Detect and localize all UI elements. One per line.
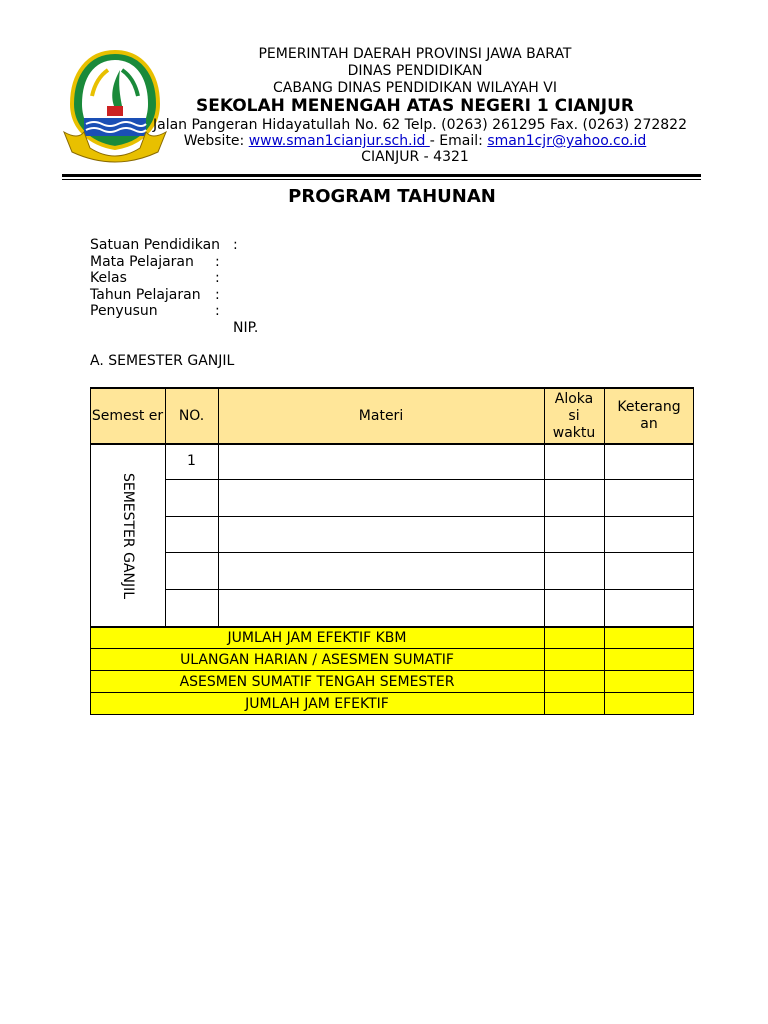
summary-value-cells xyxy=(544,627,694,715)
summary-row-label: JUMLAH JAM EFEKTIF KBM xyxy=(90,627,544,649)
summary-row-label: ULANGAN HARIAN / ASESMEN SUMATIF xyxy=(90,649,544,671)
identity-label: Kelas xyxy=(90,270,127,287)
email-label: - Email: xyxy=(429,133,488,149)
school-address: Jalan Pangeran Hidayatullah No. 62 Telp. (0263) 261295 Fax. (0263) 272822 xyxy=(152,117,687,133)
identity-label: Tahun Pelajaran xyxy=(90,286,201,303)
header-rule-thick xyxy=(62,174,701,177)
contact-line xyxy=(160,133,670,149)
website-label: Website: xyxy=(183,133,249,149)
header-alokasi: Aloka si waktu xyxy=(544,388,604,444)
header-rule-thin xyxy=(62,179,701,180)
identity-colon: : xyxy=(233,237,238,253)
city-line: CIANJUR - 4321 xyxy=(361,149,469,165)
dept-line: DINAS PENDIDIKAN xyxy=(347,63,483,79)
identity-label: Mata Pelajaran xyxy=(90,253,194,270)
row-number: 1 xyxy=(187,453,196,469)
identity-label: Penyusun xyxy=(90,303,158,320)
identity-label: Satuan Pendidikan xyxy=(90,237,221,253)
header-keterangan: Keterang an xyxy=(604,388,694,444)
header-semester: Semest er xyxy=(90,388,165,444)
nip-label: NIP. xyxy=(233,320,259,336)
branch-line: CABANG DINAS PENDIDIKAN WILAYAH VI xyxy=(273,80,557,96)
email-link[interactable]: sman1cjr@yahoo.co.id xyxy=(487,133,647,149)
semester-vertical-label: SEMESTER GANJIL xyxy=(119,472,136,600)
identity-colon: : xyxy=(215,270,220,287)
header-materi: Materi xyxy=(218,388,544,444)
summary-row-label: ASESMEN SUMATIF TENGAH SEMESTER xyxy=(90,671,544,693)
website-link[interactable]: www.sman1cianjur.sch.id xyxy=(248,133,430,149)
identity-colon: : xyxy=(215,303,220,320)
identity-colon: : xyxy=(215,253,220,270)
summary-row-label: JUMLAH JAM EFEKTIF xyxy=(90,693,544,715)
gov-line: PEMERINTAH DAERAH PROVINSI JAWA BARAT xyxy=(258,46,572,62)
semester-vertical-cell xyxy=(90,445,165,627)
section-heading: A. SEMESTER GANJIL xyxy=(90,353,235,369)
header-no: NO. xyxy=(165,388,218,444)
document-title: PROGRAM TAHUNAN xyxy=(288,186,496,207)
identity-colon: : xyxy=(215,286,220,303)
school-logo xyxy=(60,48,170,168)
school-name: SEKOLAH MENENGAH ATAS NEGERI 1 CIANJUR xyxy=(195,96,635,116)
